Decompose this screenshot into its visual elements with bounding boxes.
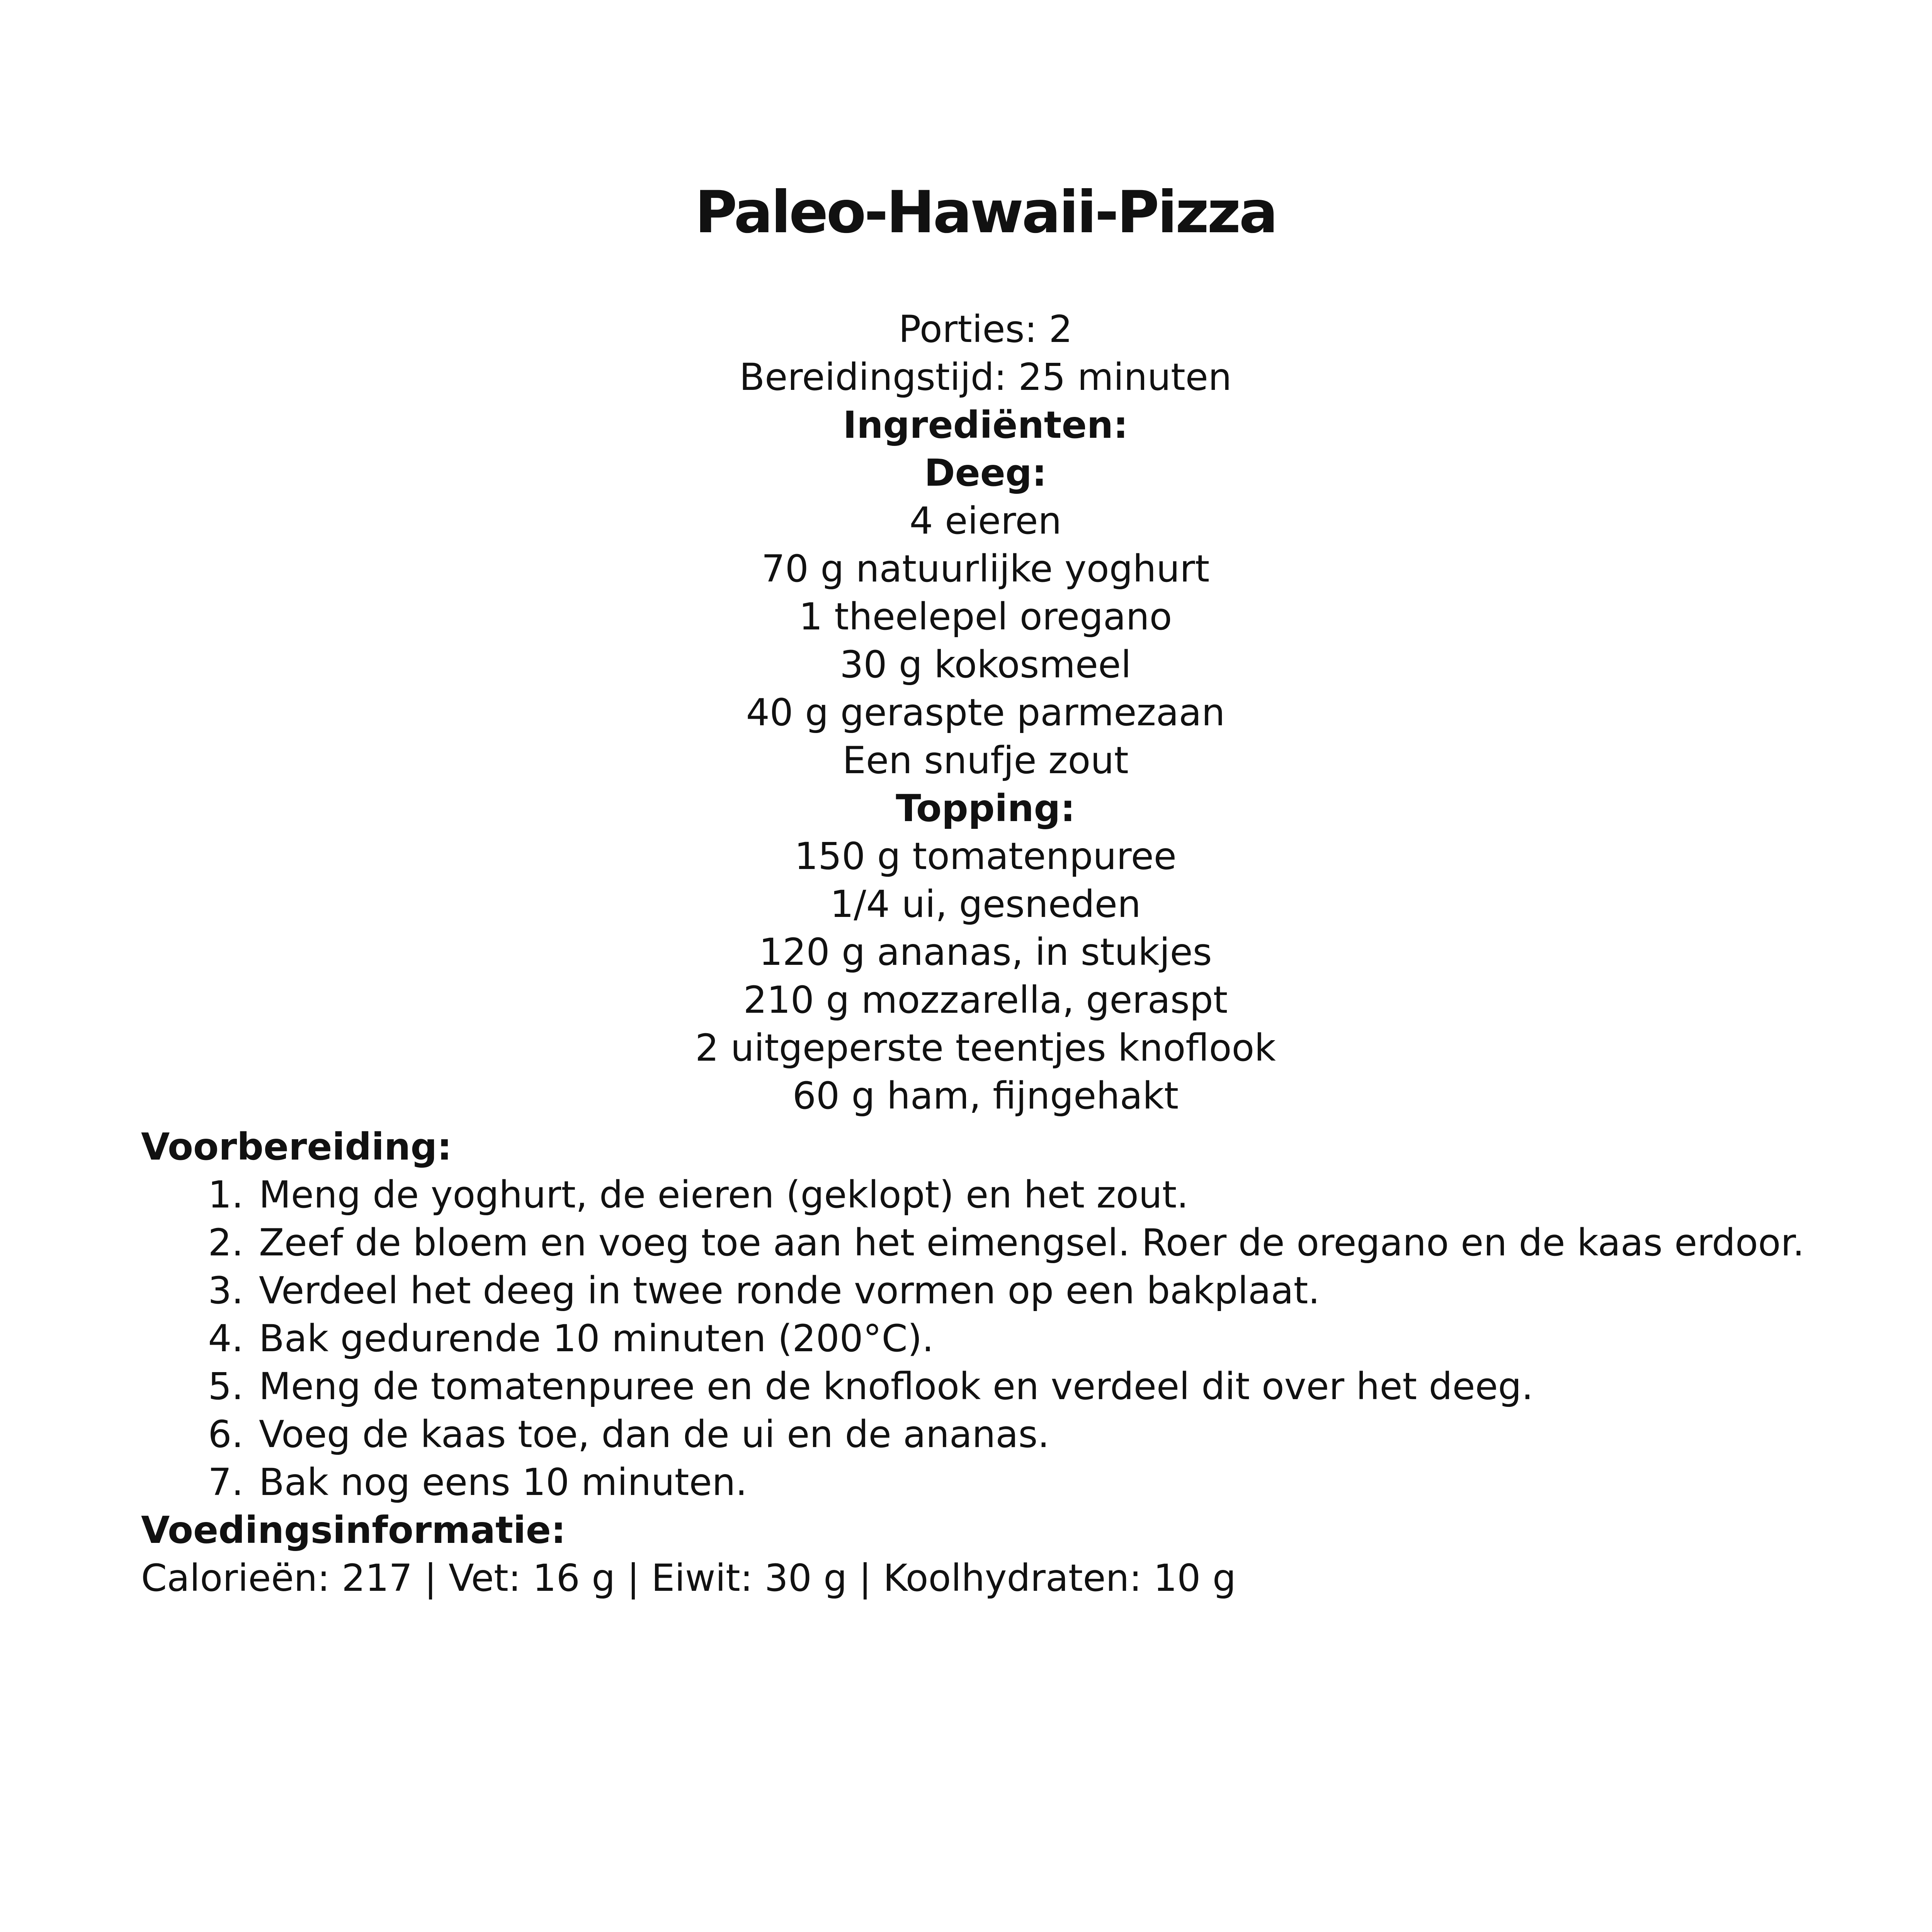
ingredients-heading: Ingrediënten: bbox=[843, 403, 1128, 447]
step-number: 7. bbox=[208, 1461, 243, 1504]
step-text: Meng de tomatenpuree en de knoflook en verdeel dit over het deeg. bbox=[259, 1365, 1534, 1408]
step-number: 1. bbox=[208, 1173, 243, 1216]
ingredient-item: 40 g geraspte parmezaan bbox=[746, 691, 1225, 734]
list-item bbox=[141, 1315, 1849, 1362]
step-text: Bak gedurende 10 minuten (200°C). bbox=[259, 1317, 934, 1360]
ingredient-item: 210 g mozzarella, geraspt bbox=[743, 978, 1228, 1022]
step-text: Bak nog eens 10 minuten. bbox=[259, 1461, 747, 1504]
dough-heading: Deeg: bbox=[924, 451, 1047, 495]
step-number: 3. bbox=[208, 1269, 243, 1312]
step-text: Zeef de bloem en voeg toe aan het eimengsel. Roer de oregano en de kaas erdoor. bbox=[259, 1221, 1804, 1264]
ingredient-item: 1/4 ui, gesneden bbox=[830, 883, 1141, 926]
ingredient-item: 30 g kokosmeel bbox=[840, 643, 1131, 686]
step-number: 5. bbox=[208, 1365, 243, 1408]
ingredient-item: 2 uitgeperste teentjes knoflook bbox=[695, 1026, 1276, 1070]
list-item bbox=[141, 1458, 1849, 1506]
ingredient-item: 60 g ham, fijngehakt bbox=[792, 1074, 1179, 1117]
ingredient-item: 1 theelepel oregano bbox=[799, 595, 1172, 638]
list-item bbox=[141, 1267, 1849, 1315]
ingredient-item: 70 g natuurlijke yoghurt bbox=[761, 547, 1210, 590]
step-text: Verdeel het deeg in twee ronde vormen op een bakplaat. bbox=[259, 1269, 1320, 1312]
step-number: 6. bbox=[208, 1413, 243, 1456]
recipe-title: Paleo-Hawaii-Pizza bbox=[695, 179, 1276, 246]
step-number: 4. bbox=[208, 1317, 243, 1360]
nutrition-heading: Voedingsinformatie: bbox=[141, 1509, 566, 1552]
ingredient-item: 120 g ananas, in stukjes bbox=[759, 930, 1212, 974]
preparation-section bbox=[141, 1123, 1849, 1602]
ingredient-item: Een snufje zout bbox=[842, 739, 1129, 782]
step-text: Meng de yoghurt, de eieren (geklopt) en het zout. bbox=[259, 1173, 1189, 1216]
list-item bbox=[141, 1362, 1849, 1410]
preparation-heading: Voorbereiding: bbox=[141, 1125, 452, 1168]
list-item bbox=[141, 1410, 1849, 1458]
list-item bbox=[141, 1219, 1849, 1267]
preparation-steps bbox=[141, 1171, 1849, 1506]
prep-time: Bereidingstijd: 25 minuten bbox=[739, 355, 1232, 399]
portions: Porties: 2 bbox=[898, 308, 1073, 351]
ingredient-item: 150 g tomatenpuree bbox=[794, 835, 1177, 878]
recipe-summary bbox=[0, 305, 1932, 1120]
ingredient-item: 4 eieren bbox=[909, 499, 1062, 543]
step-text: Voeg de kaas toe, dan de ui en de ananas. bbox=[259, 1413, 1049, 1456]
nutrition-info: Calorieën: 217 | Vet: 16 g | Eiwit: 30 g | Koolhydraten: 10 g bbox=[141, 1556, 1236, 1600]
topping-heading: Topping: bbox=[896, 787, 1075, 830]
step-number: 2. bbox=[208, 1221, 243, 1264]
list-item bbox=[141, 1171, 1849, 1219]
